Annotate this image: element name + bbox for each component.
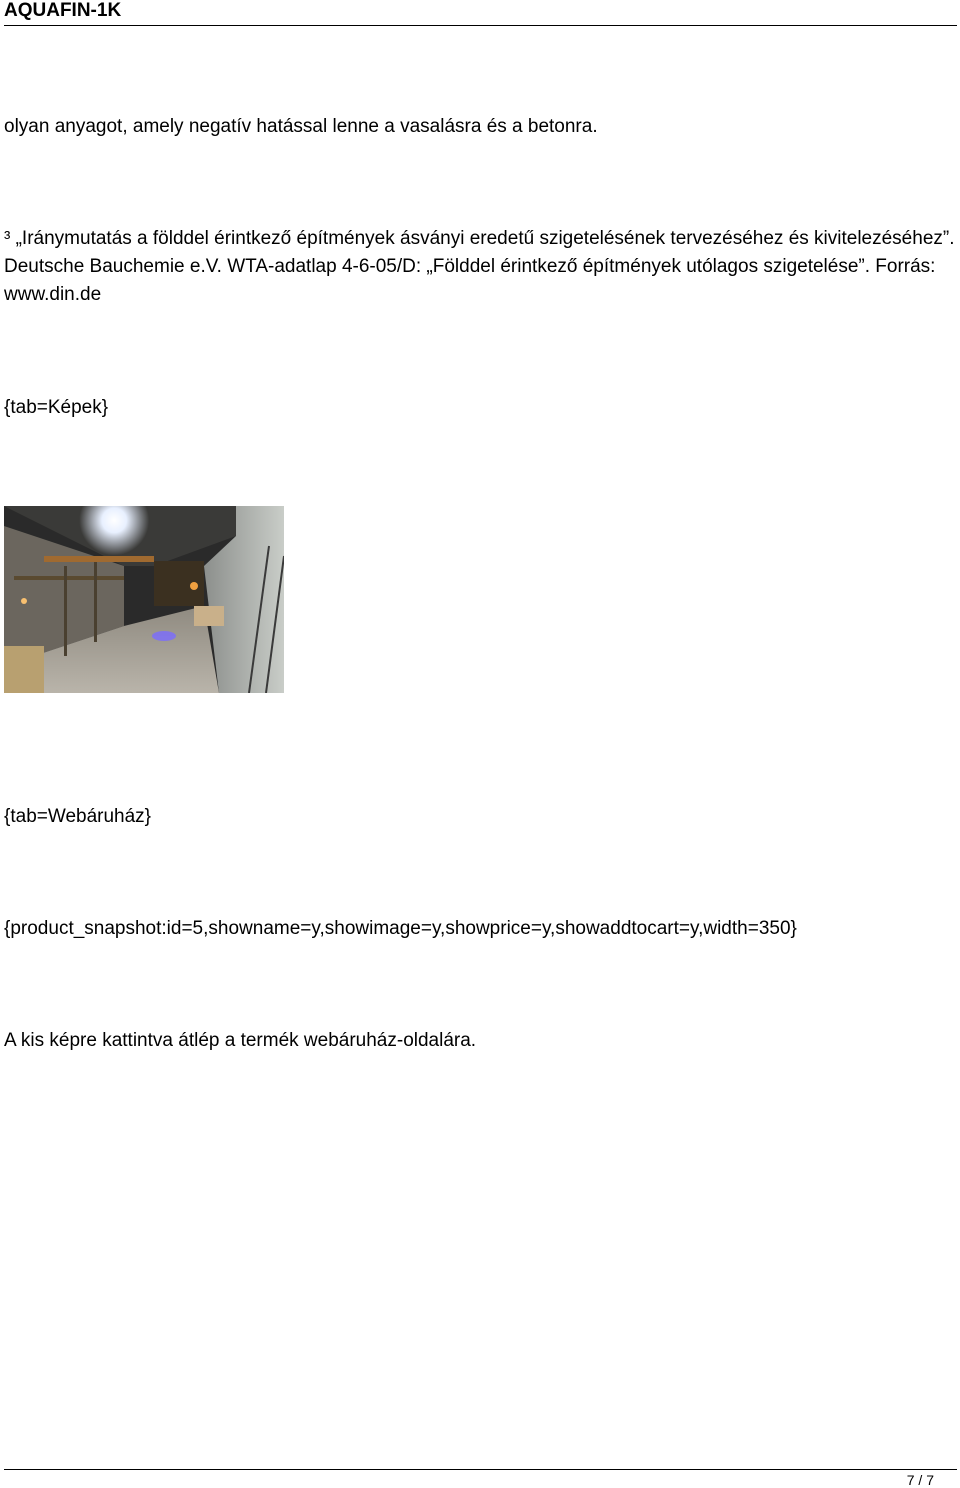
construction-site-photo[interactable] (4, 506, 284, 693)
product-snapshot-shortcode: {product_snapshot:id=5,showname=y,showimage=y,showprice=y,showaddtocart=y,width=350} (4, 918, 797, 939)
tab-kepek-marker: {tab=Képek} (4, 397, 109, 418)
footnote-paragraph: ³ „Iránymutatás a földdel érintkező építmények ásványi eredetű szigetelésének tervezéséhez és kivitelezéséhez”. Deutsche Bauchemie e.V. WTA-adatlap 4-6-05/D: „Földdel érintkező építmények utólagos szigetelése”. Forrás: www.din.de (4, 228, 955, 305)
document-title: AQUAFIN-1K (4, 0, 122, 21)
page-number: 7 / 7 (906, 1472, 934, 1488)
click-instruction: A kis képre kattintva átlép a termék webáruház-oldalára. (4, 1030, 477, 1051)
intro-paragraph: olyan anyagot, amely negatív hatással lenne a vasalásra és a betonra. (4, 116, 598, 137)
header-divider (4, 25, 957, 26)
footer-divider (4, 1469, 957, 1470)
tab-webaruhaz-marker: {tab=Webáruház} (4, 806, 152, 827)
